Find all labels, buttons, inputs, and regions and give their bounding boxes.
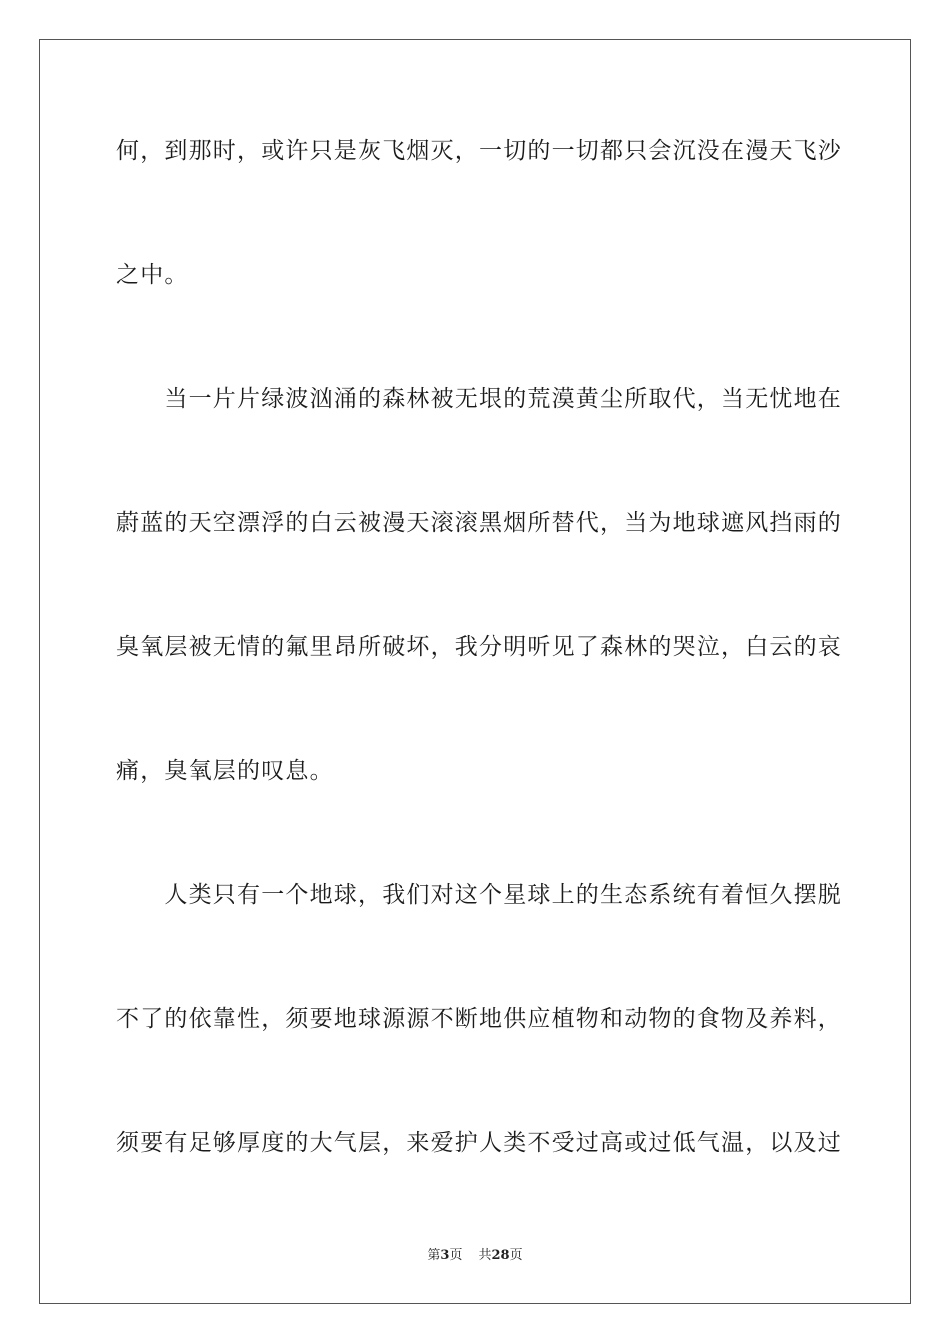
text-line-7: 人类只有一个地球，我们对这个星球上的生态系统有着恒久摆脱	[116, 882, 842, 908]
text-line-2: 之中。	[116, 262, 189, 288]
text-line-1: 何，到那时，或许只是灰飞烟灭，一切的一切都只会沉没在漫天飞沙	[116, 138, 842, 164]
page-border	[39, 39, 911, 1304]
page-footer	[0, 1247, 950, 1265]
page-prefix: 第	[427, 1248, 441, 1263]
total-suffix: 页	[509, 1248, 523, 1263]
total-pages: 28	[491, 1248, 510, 1263]
page-suffix: 页	[449, 1248, 463, 1263]
text-line-4: 蔚蓝的天空漂浮的白云被漫天滚滚黑烟所替代，当为地球遮风挡雨的	[116, 510, 842, 536]
text-line-8: 不了的依靠性，须要地球源源不断地供应植物和动物的食物及养料，	[116, 1006, 842, 1032]
text-line-5: 臭氧层被无情的氟里昂所破坏，我分明听见了森林的哭泣，白云的哀	[116, 634, 842, 660]
text-line-9: 须要有足够厚度的大气层，来爱护人类不受过高或过低气温，以及过	[116, 1130, 842, 1156]
total-prefix: 共	[478, 1248, 492, 1263]
page-number: 3	[440, 1248, 450, 1263]
text-line-3: 当一片片绿波汹涌的森林被无垠的荒漠黄尘所取代，当无忧地在	[116, 386, 842, 412]
text-line-6: 痛，臭氧层的叹息。	[116, 758, 334, 784]
